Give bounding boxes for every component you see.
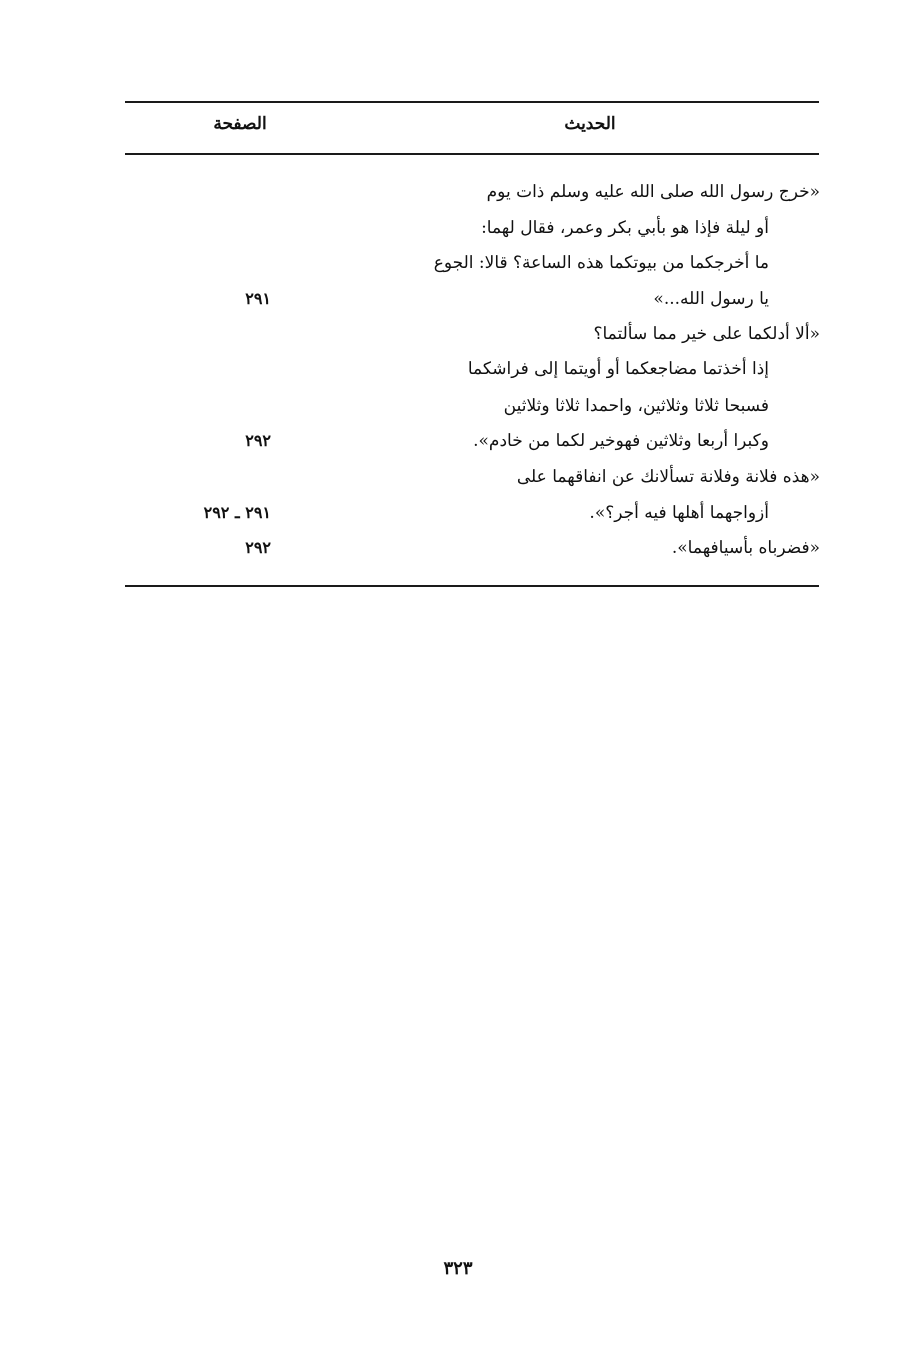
- table-top-rule: [125, 101, 819, 103]
- hadith-line: «ألا أدلكما على خير مما سألتما؟: [593, 324, 820, 344]
- hadith-line: ما أخرجكما من بيوتكما هذه الساعة؟ قالا: الجوع: [433, 253, 769, 273]
- page-reference: ٢٩٢: [245, 538, 271, 557]
- page-number: ٣٢٣: [443, 1258, 473, 1279]
- hadith-line: أزواجهما أهلها فيه أجر؟».: [589, 503, 769, 523]
- table-bottom-rule: [125, 585, 819, 587]
- hadith-line: أو ليلة فإذا هو بأبي بكر وعمر، فقال لهما:: [481, 218, 769, 238]
- column-header-page: الصفحة: [213, 114, 267, 134]
- page-reference: ٢٩١: [245, 289, 271, 308]
- table-header-rule: [125, 153, 819, 155]
- column-header-hadith: الحديث: [564, 114, 616, 134]
- hadith-line: «هذه فلانة وفلانة تسألانك عن انفاقهما على: [516, 467, 820, 487]
- hadith-line: «فضرباه بأسيافهما».: [671, 538, 820, 558]
- page-reference: ٢٩١ ـ ٢٩٢: [203, 503, 271, 522]
- hadith-line: فسبحا ثلاثا وثلاثين، واحمدا ثلاثا وثلاثين: [503, 396, 769, 416]
- hadith-line: إذا أخذتما مضاجعكما أو أويتما إلى فراشكما: [467, 359, 769, 379]
- hadith-line: «خرج رسول الله صلى الله عليه وسلم ذات يوم: [486, 182, 820, 202]
- hadith-line: وكبرا أربعا وثلاثين فهوخير لكما من خادم».: [473, 431, 769, 451]
- page-reference: ٢٩٢: [245, 431, 271, 450]
- hadith-line: يا رسول الله...»: [653, 289, 769, 309]
